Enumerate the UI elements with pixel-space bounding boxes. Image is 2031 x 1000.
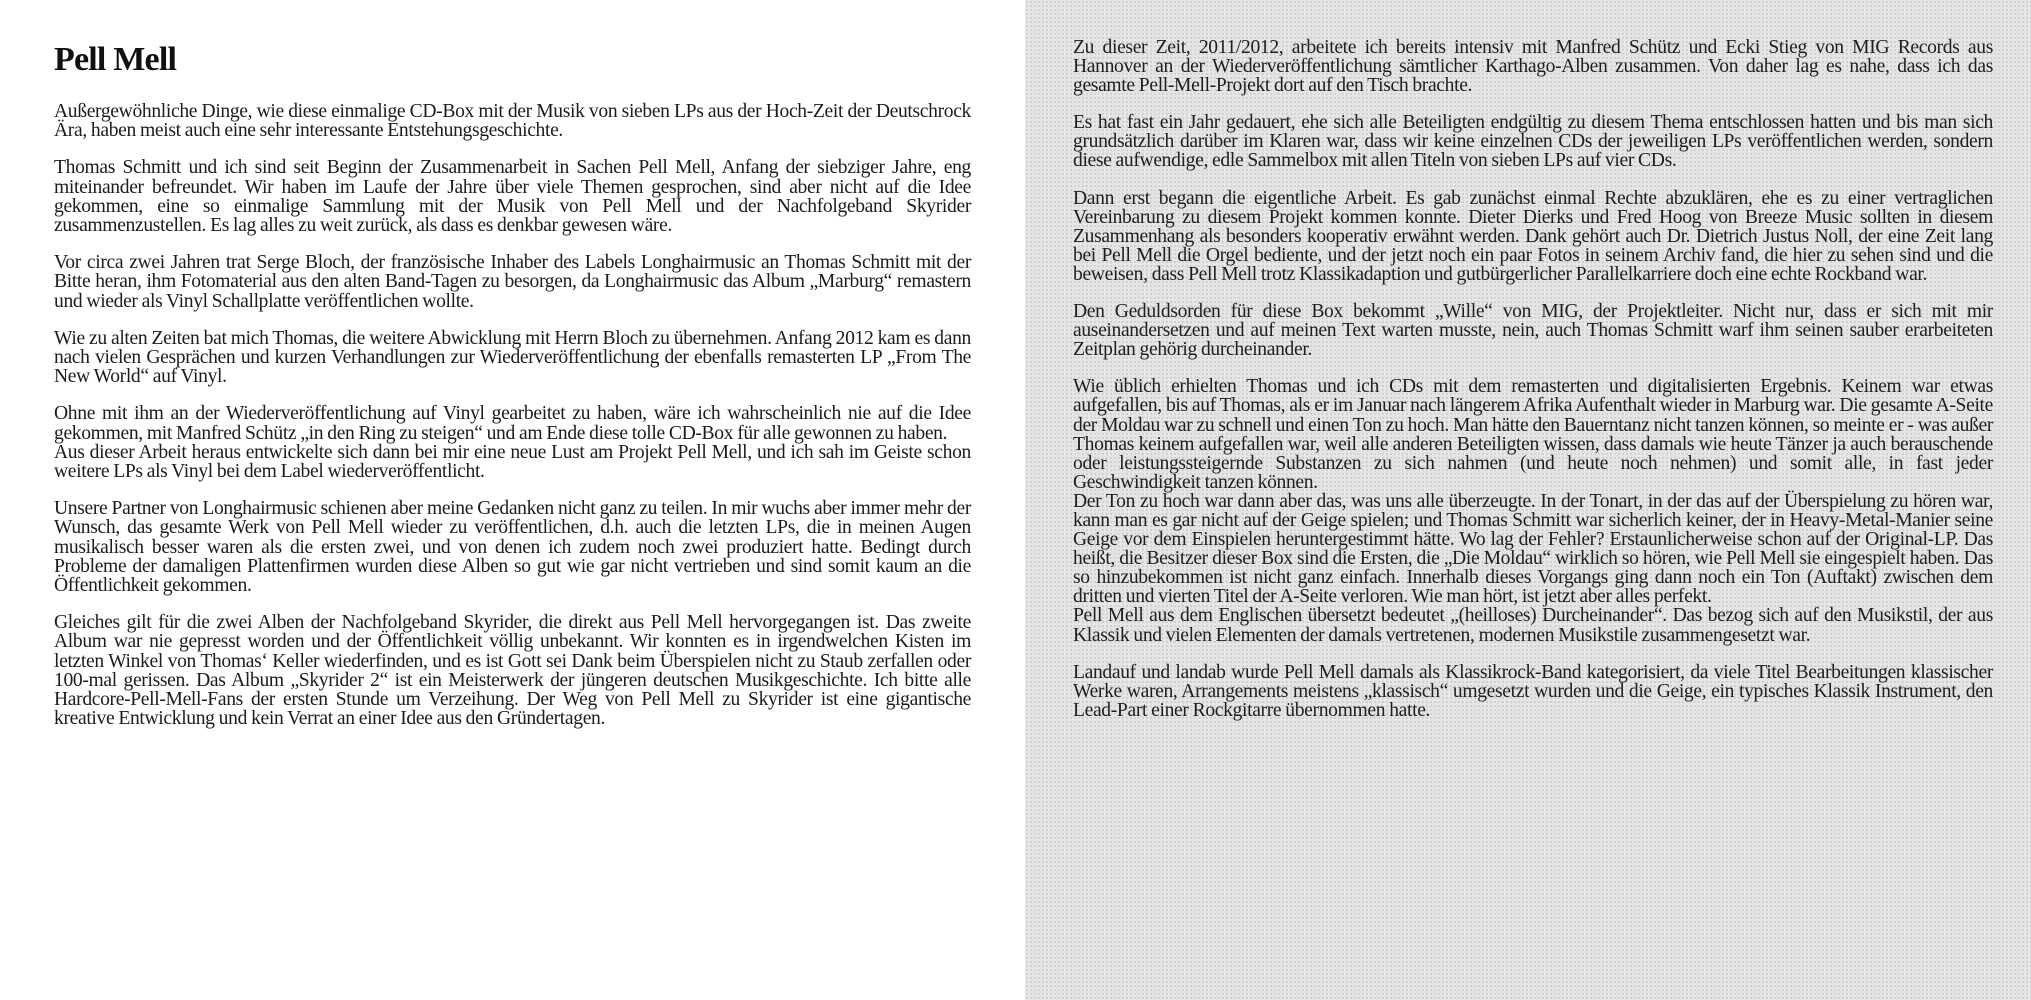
paragraph: Wie zu alten Zeiten bat mich Thomas, die weitere Abwicklung mit Herrn Bloch zu übernehmen. Anfang 2012 kam es dann nach vielen Gesprächen und kurzen Verhandlungen zur Wiederveröffentlichung der ebenfalls remasterten LP „From The New World“ auf Vinyl. xyxy=(54,327,971,388)
paragraph: Vor circa zwei Jahren trat Serge Bloch, der französische Inhaber des Labels Longhairmusic an Thomas Schmitt mit der Bitte heran, ihm Fotomaterial aus den alten Band-Tagen zu besorgen, da Longhairmusic das Album „Marburg“ remastern und wieder als Vinyl Schallplatte veröffentlichen wollte. xyxy=(54,252,971,312)
right-page xyxy=(1025,0,2031,1000)
right-text-block xyxy=(1073,0,1993,720)
paragraph: Landauf und landab wurde Pell Mell damals als Klassikrock-Band kategorisiert, da viele Titel Bearbeitungen klassischer Werke waren, Arrangements meistens „klassisch“ umgesetzt wurden und die Geige, ein typisches Klassik Instrument, den Lead-Part einer Rockgitarre übernommen hatte. xyxy=(1073,661,1993,721)
paragraph: Pell Mell aus dem Englischen übersetzt bedeutet „(heilloses) Durcheinander“. Das bezog sich auf den Musikstil, der aus Klassik und vielen Elementen der damals vertretenen, modernen Musikstile zusammengesetzt war. xyxy=(1073,605,1993,646)
paragraph: Außergewöhnliche Dinge, wie diese einmalige CD-Box mit der Musik von sieben LPs aus der Hoch-Zeit der Deutschrock Ära, haben meist auch eine sehr interessante Entstehungsgeschichte. xyxy=(54,101,971,142)
page-title: Pell Mell xyxy=(54,41,177,78)
paragraph: Aus dieser Arbeit heraus entwickelte sich dann bei mir eine neue Lust am Projekt Pell Mell, und ich sah im Geiste schon weitere LPs als Vinyl bei dem Label wiederveröffentlicht. xyxy=(54,441,971,483)
paragraph: Ohne mit ihm an der Wiederveröffentlichung auf Vinyl gearbeitet zu haben, wäre ich wahrscheinlich nie auf die Idee gekommen, mit Manfred Schütz „in den Ring zu steigen“ und am Ende diese tolle CD-Box für alle gewonnen zu haben. xyxy=(54,403,971,444)
paragraph: Zu dieser Zeit, 2011/2012, arbeitete ich bereits intensiv mit Manfred Schütz und Ecki Stieg von MIG Records aus Hannover an der Wiederveröffentlichung sämtlicher Karthago-Alben zusammen. Von daher lag es nahe, dass ich das gesamte Pell-Mell-Projekt dort auf den Tisch brachte. xyxy=(1073,37,1993,97)
paragraph: Den Geduldsorden für diese Box bekommt „Wille“ von MIG, der Projektleiter. Nicht nur, dass er sich mit mir auseinandersetzen und auf meinen Text warten musste, nein, auch Thomas Schmitt warf ihm seinen sauber erarbeiteten Zeitplan gehörig durcheinander. xyxy=(1073,301,1993,361)
paragraph: Es hat fast ein Jahr gedauert, ehe sich alle Beteiligten endgültig zu diesem Thema entschlossen hatten und bis man sich grundsätzlich darüber im Klaren war, dass wir keine einzelnen CDs der jeweiligen LPs veröffentlichen werden, sondern diese aufwendige, edle Sammelbox mit allen Titeln von sieben LPs auf vier CDs. xyxy=(1073,112,1993,172)
paragraph: Dann erst begann die eigentliche Arbeit. Es gab zunächst einmal Rechte abzuklären, ehe es zu einer vertraglichen Vereinbarung zu diesem Projekt kommen konnte. Dieter Dierks und Fred Hoog von Breeze Music sollten in diesem Zusammenhang als besonders kooperativ erwähnt werden. Dank gehört auch Dr. Dietrich Justus Noll, der eine Zeit lang bei Pell Mell die Orgel bediente, und der jetzt noch ein paar Fotos in seinem Archiv fand, die hier zu sehen sind und die beweisen, dass Pell Mell trotz Klassikadaption und gutbürgerlicher Parallelkarriere doch eine echte Rockband war. xyxy=(1073,187,1993,285)
paragraph: Der Ton zu hoch war dann aber das, was uns alle überzeugte. In der Tonart, in der das auf der Überspielung zu hören war, kann man es gar nicht auf der Geige spielen; und Thomas Schmitt war sicherlich keiner, der in Heavy-Metal-Manier seine Geige vor dem Einspielen heruntergestimmt hätte. Wo lag der Fehler? Erstaunlicherweise schon auf der Original-LP. Das heißt, die Besitzer dieser Box sind die Ersten, die „Die Moldau“ wirklich so hören, wie Pell Mell sie eingespielt haben. Das so hinzubekommen ist nicht ganz einfach. Innerhalb dieses Vorgangs ging dann noch ein Ton (Auftakt) zwischen dem dritten und vierten Titel der A-Seite verloren. Wie man hört, ist jetzt aber alles perfekt. xyxy=(1073,490,1993,608)
paragraph: Unsere Partner von Longhairmusic schienen aber meine Gedanken nicht ganz zu teilen. In mir wuchs aber immer mehr der Wunsch, das gesamte Werk von Pell Mell wieder zu veröffentlichen, d.h. auch die letzten LPs, die in meinen Augen musikalisch besser waren als die ersten zwei, und von denen ich zudem noch zwei produziert hatte. Bedingt durch Probleme der damaligen Plattenfirmen wurden diese Alben so gut wie gar nicht vertrieben und sind somit kaum an die Öffentlichkeit gekommen. xyxy=(54,498,971,597)
paragraph: Wie üblich erhielten Thomas und ich CDs mit dem remasterten und digitalisierten Ergebnis. Keinem war etwas aufgefallen, bis auf Thomas, als er im Januar nach längerem Afrika Aufenthalt wieder in Marburg war. Die gesamte A-Seite der Moldau war zu schnell und einen Ton zu hoch. Man hätte den Bauerntanz nicht tanzen können, so meinte er - was außer Thomas keinem aufgefallen war, weil alle anderen Beteiligten wissen, dass damals wie heute Tänzer ja auch berauschende oder leistungssteigernde Substanzen zu sich nahmen (und heute noch nehmen) und somit alle, in fast jeder Geschwindigkeit tanzen können. xyxy=(1073,376,1993,493)
left-text-block xyxy=(54,102,971,728)
paragraph: Thomas Schmitt und ich sind seit Beginn der Zusammenarbeit in Sachen Pell Mell, Anfang der siebziger Jahre, eng miteinander befreundet. Wir haben im Laufe der Jahre über viele Themen gesprochen, sind aber nicht auf die Idee gekommen, eine so einmalige Sammlung mit der Musik von Pell Mell und der Nachfolgeband Skyrider zusammenzustellen. Es lag alles zu weit zurück, als dass es denkbar gewesen wäre. xyxy=(54,157,971,237)
paragraph: Gleiches gilt für die zwei Alben der Nachfolgeband Skyrider, die direkt aus Pell Mell hervorgegangen ist. Das zweite Album war nie gepresst worden und der Öffentlichkeit völlig unbekannt. Wir konnten es in irgendwelchen Kisten im letzten Winkel von Thomas‘ Keller wiederfinden, und es ist Gott sei Dank beim Überspielen nicht zu Staub zerfallen oder 100-mal gerissen. Das Album „Skyrider 2“ ist ein Meisterwerk der jüngeren deutschen Musikgeschichte. Ich bitte alle Hardcore-Pell-Mell-Fans der ersten Stunde um Verzeihung. Der Weg von Pell Mell zu Skyrider ist eine gigantische kreative Entwicklung und kein Verrat an einer Idee aus den Gründertagen. xyxy=(54,612,971,730)
